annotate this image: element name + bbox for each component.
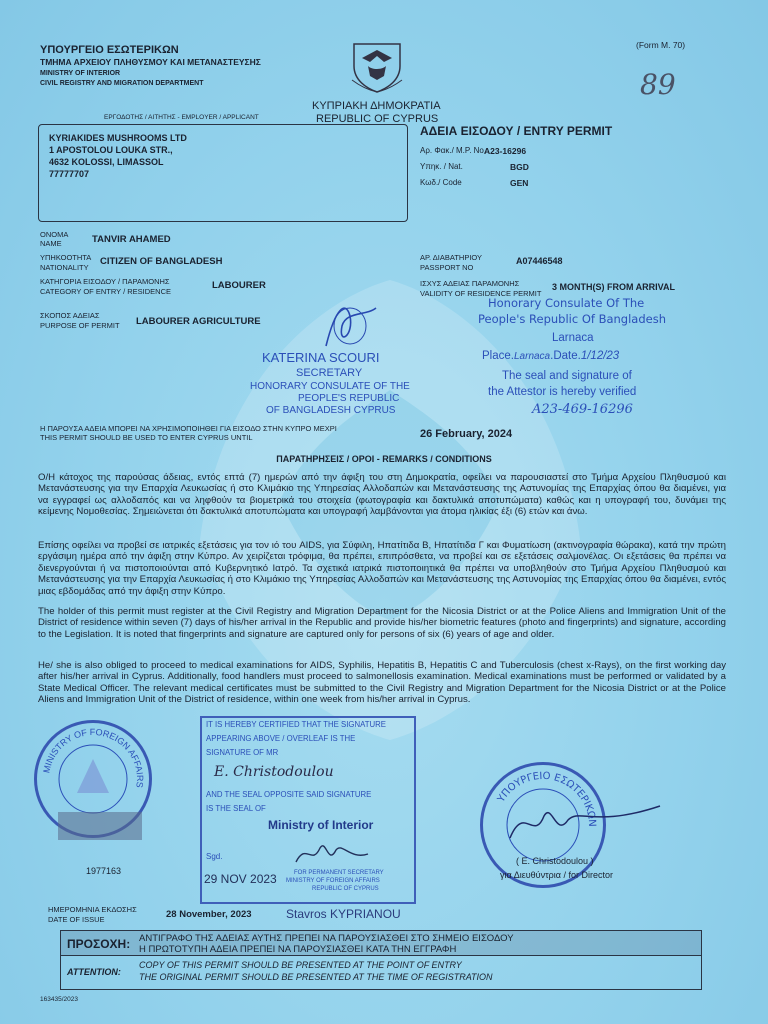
code-value: GEN — [510, 178, 529, 188]
attention-box — [60, 930, 702, 990]
certify-line-4: AND THE SEAL OPPOSITE SAID SIGNATURE — [206, 790, 372, 799]
verify-line-4: The seal and signature of — [502, 370, 632, 382]
nationality-label-en: NATIONALITY — [40, 263, 89, 272]
seal-number: 1977163 — [86, 866, 122, 876]
verify-place-date: Place.Larnaca.Date.1/12/23 — [482, 350, 620, 362]
ministry-title-en: MINISTRY OF INTERIOR — [40, 70, 121, 77]
employer-line-1: KYRIAKIDES MUSHROOMS LTD — [49, 133, 187, 143]
entry-until-date: 26 February, 2024 — [420, 428, 513, 440]
department-title-gr: ΤΜΗΜΑ ΑΡΧΕΙΟΥ ΠΛΗΘΥΣΜΟΥ ΚΑΙ ΜΕΤΑΝΑΣΤΕΥΣΗΣ — [40, 57, 261, 67]
nationality-value: CITIZEN OF BANGLADESH — [100, 256, 223, 267]
passport-label-gr: ΑΡ. ΔΙΑΒΑΤΗΡΙΟΥ — [420, 253, 483, 262]
form-number: (Form M. 70) — [636, 40, 686, 50]
certify-date: 29 NOV 2023 — [204, 872, 277, 886]
certify-footer-2: MINISTRY OF FOREIGN AFFAIRS — [286, 878, 380, 884]
entry-until-gr: Η ΠΑΡΟΥΣΑ ΑΔΕΙΑ ΜΠΟΡΕΙ ΝΑ ΧΡΗΣΙΜΟΠΟΙΗΘΕΙ ΓΙΑ ΕΙΣΟΔΟ ΣΤΗΝ ΚΥΠΡΟ ΜΕΧΡΙ — [40, 424, 337, 433]
category-label-en: CATEGORY OF ENTRY / RESIDENCE — [40, 287, 172, 296]
category-value: LABOURER — [212, 280, 266, 291]
remarks-heading: ΠΑΡΑΤΗΡΗΣΕΙΣ / ΟΡΟΙ - REMARKS / CONDITIONS — [276, 454, 492, 464]
consulate-signature-icon — [316, 296, 386, 356]
nationality-code-value: BGD — [510, 162, 529, 172]
certify-sgd: Sgd. — [206, 852, 223, 861]
entry-until-en: THIS PERMIT SHOULD BE USED TO ENTER CYPRUS UNTIL — [40, 433, 253, 442]
remarks-paragraph-2: Επίσης οφείλει να προβεί σε ιατρικές εξετάσεις για τον ιό του AIDS, για Σύφιλη, Ηπατίτιδα Β, Ηπατίτιδα Γ και Φυματίωση (ακτινογραφία θώρακα), κατά την πρώτη εργάσιμη ημέρα από την άφιξη στην Κύπρο. Αν χειρίζεται τρόφιμα, θα πρέπει, επιπρόσθετα, να προβεί και σε εξετάσεις σαλμονέλας. Οι εξετάσεις θα πρέπει να διενεργούνται ή να πιστοποιούνται από Κυβερνητικό Ιατρό. Τα σχετικά ιατρικά πιστοποιητικά θα πρέπει να υποβληθούν στο Τμήμα Αρχείου Πληθυσμού και Μετανάστευσης για την Επαρχία Λευκωσίας ή στο Κλιμάκιο της Υπηρεσίας Αλλοδαπών και Μετανάστευσης της Αστυνομίας της Επαρχίας όπου θα διαμένει, εντός μιας εβδομάδας από την άφιξη στην Κύπρο. — [38, 540, 726, 597]
certify-footer-3: REPUBLIC OF CYPRUS — [312, 886, 379, 892]
attention-en-line-1: COPY OF THIS PERMIT SHOULD BE PRESENTED AT THE POINT OF ENTRY — [139, 960, 462, 970]
verify-line-3: Larnaca — [552, 332, 594, 344]
certify-line-5: IS THE SEAL OF — [206, 804, 266, 813]
issue-signer: Stavros KYPRIANOU — [286, 907, 401, 921]
nationality-code-label: Υπηκ. / Nat. — [420, 162, 463, 171]
verify-line-5: the Attestor is hereby verified — [488, 386, 637, 398]
remarks-paragraph-4: He/ she is also obliged to proceed to medical examinations for AIDS, Syphilis, Hepatitis B, Hepatitis C and Tuberculosis (chest x-Rays), on the first working day after his/her arrival in Cyprus. Additionally, food handlers must proceed to salmonellosis examination. Medical examinations must be performed or validated by a State Medical Officer. The relevant medical certificates must be submitted to the Civil Registry and Migration Department for the Nicosia District or at the Police Aliens and Immigration Unit of the District of residence, within one week from his/her arrival in Cyprus. — [38, 660, 726, 706]
code-label: Κωδ./ Code — [420, 178, 462, 187]
cyprus-emblem-icon — [348, 36, 406, 94]
consulate-stamp-role: SECRETARY — [296, 367, 363, 379]
issue-label-gr: ΗΜΕΡΟΜΗΝΙΑ ΕΚΔΟΣΗΣ — [48, 905, 137, 914]
purpose-label-en: PURPOSE OF PERMIT — [40, 321, 120, 330]
employer-label: ΕΡΓΟΔΟΤΗΣ / ΑΙΤΗΤΗΣ - EMPLOYER / APPLICANT — [104, 114, 259, 121]
certification-stamp — [200, 716, 416, 904]
passport-label-en: PASSPORT NO — [420, 263, 474, 272]
certify-footer-1: FOR PERMANENT SECRETARY — [294, 870, 384, 876]
name-label-gr: ΟΝΟΜΑ — [40, 230, 69, 239]
employer-line-4: 77777707 — [49, 169, 90, 179]
mp-value: A23-16296 — [484, 146, 527, 156]
verify-line-2: People's Republic Of Bangladesh — [478, 312, 666, 326]
validity-value: 3 MONTH(S) FROM ARRIVAL — [552, 282, 675, 292]
certify-line-2: APPEARING ABOVE / OVERLEAF IS THE — [206, 734, 356, 743]
certify-signature-icon — [292, 836, 372, 870]
verify-date-value: 1/12/23 — [580, 350, 620, 362]
verify-reference: A23-469-16296 — [532, 402, 633, 417]
verify-line-1: Honorary Consulate Of The — [488, 296, 645, 310]
director-role: για Διευθύντρια / for Director — [500, 870, 613, 880]
attention-label-en: ATTENTION: — [67, 967, 121, 977]
verify-place-label: Place — [482, 350, 511, 362]
verify-place-value: Larnaca — [513, 351, 551, 362]
attention-en-line-2: THE ORIGINAL PERMIT SHOULD BE PRESENTED AT THE TIME OF REGISTRATION — [139, 972, 493, 982]
certify-signature-name: E. Christodoulou — [214, 764, 334, 780]
consulate-stamp-line-1: HONORARY CONSULATE OF THE — [250, 381, 410, 392]
mp-label: Αρ. Φακ./ M.P. No. — [420, 146, 487, 155]
employer-box — [38, 124, 408, 222]
remarks-paragraph-1: Ο/Η κάτοχος της παρούσας άδειας, εντός επτά (7) ημερών από την άφιξη του στη Δημοκρατία, οφείλει να παρουσιαστεί στο Τμήμα Αρχείου Πληθυσμού και Μετανάστευσης για την Επαρχία Λευκωσίας ή στο Κλιμάκιο της Υπηρεσίας Αλλοδαπών και Μετανάστευσης της Αστυνομίας της Επαρχίας όπου θα διαμένει, για να εγγραφεί ως αλλοδαπός και να ληφθούν τα βιομετρικά του στοιχεία (φωτογραφία και δακτυλικά αποτυπώματα) καθώς και η υπογραφή του, δυνάμει της κείμενης Νομοθεσίας. Σημειώνεται ότι δακτυλικά αποτυπώματα και υπογραφή λαμβάνονται για άτομα ηλικίας έξι (6) ετών και άνω. — [38, 472, 726, 518]
certify-line-3: SIGNATURE OF MR — [206, 748, 279, 757]
remarks-paragraph-3: The holder of this permit must register at the Civil Registry and Migration Department for the Nicosia District or at the Police Aliens and Immigration Unit of the District of residence within seven (7) days of his/her arrival in the Republic and provide his/her biometric features (photo and fingerprints) and signature, according to the Legislation. It is noted that fingerprints and signature are captured only for persons of six (6) years of age and older. — [38, 606, 726, 640]
ministry-title-gr: ΥΠΟΥΡΓΕΙΟ ΕΣΩΤΕΡΙΚΩΝ — [40, 44, 179, 56]
purpose-label-gr: ΣΚΟΠΟΣ ΑΔΕΙΑΣ — [40, 311, 100, 320]
purpose-value: LABOURER AGRICULTURE — [136, 316, 261, 327]
category-label-gr: ΚΑΤΗΓΟΡΙΑ ΕΙΣΟΔΟΥ / ΠΑΡΑΜΟΝΗΣ — [40, 277, 170, 286]
consulate-stamp-name: KATERINA SCOURI — [262, 350, 380, 365]
attention-gr-line-2: Η ΠΡΩΤΟΤΥΠΗ ΑΔΕΙΑ ΠΡΕΠΕΙ ΝΑ ΠΑΡΟΥΣΙΑΣΘΕΙ ΚΑΤΑ ΤΗΝ ΕΓΓΡΑΦΗ — [139, 944, 457, 955]
validity-label-gr: ΙΣΧΥΣ ΑΔΕΙΑΣ ΠΑΡΑΜΟΝΗΣ — [420, 279, 520, 288]
validity-label-en: VALIDITY OF RESIDENCE PERMIT — [420, 289, 542, 298]
svg-text:MINISTRY OF FOREIGN AFFAIRS: MINISTRY OF FOREIGN AFFAIRS — [41, 726, 146, 789]
attention-gr-line-1: ΑΝΤΙΓΡΑΦΟ ΤΗΣ ΑΔΕΙΑΣ ΑΥΤΗΣ ΠΡΕΠΕΙ ΝΑ ΠΑΡΟΥΣΙΑΣΘΕΙ ΣΤΟ ΣΗΜΕΙΟ ΕΙΣΟΔΟΥ — [139, 933, 514, 944]
issue-label-en: DATE OF ISSUE — [48, 915, 105, 924]
footer-code: 163435/2023 — [40, 996, 78, 1003]
certify-ministry: Ministry of Interior — [268, 818, 374, 832]
revenue-stamp — [58, 812, 142, 840]
issue-date: 28 November, 2023 — [166, 909, 252, 920]
name-value: TANVIR AHAMED — [92, 234, 171, 245]
permit-title: ΑΔΕΙΑ ΕΙΣΟΔΟΥ / ENTRY PERMIT — [420, 124, 613, 138]
director-name: ( E. Christodoulou ) — [516, 856, 594, 866]
director-signature-icon — [504, 798, 664, 848]
republic-gr: ΚΥΠΡΙΑΚΗ ΔΗΜΟΚΡΑΤΙΑ — [312, 100, 441, 112]
passport-value: A07446548 — [516, 256, 563, 266]
verify-date-label: Date — [553, 350, 578, 362]
consulate-stamp-line-2: PEOPLE'S REPUBLIC — [298, 393, 400, 404]
employer-line-2: 1 APOSTOLOU LOUKA STR., — [49, 145, 173, 155]
certify-line-1: IT IS HEREBY CERTIFIED THAT THE SIGNATURE — [206, 720, 386, 729]
nationality-label-gr: ΥΠΗΚΟΟΤΗΤΑ — [40, 253, 92, 262]
employer-line-3: 4632 KOLOSSI, LIMASSOL — [49, 157, 164, 167]
consulate-stamp-line-3: OF BANGLADESH CYPRUS — [266, 405, 396, 416]
handwritten-number: 89 — [640, 68, 676, 101]
svg-text:ΥΠΟΥΡΓΕΙΟ ΕΣΩΤΕΡΙΚΩΝ: ΥΠΟΥΡΓΕΙΟ ΕΣΩΤΕΡΙΚΩΝ — [495, 770, 598, 827]
republic-en: REPUBLIC OF CYPRUS — [316, 113, 439, 125]
name-label-en: NAME — [40, 239, 62, 248]
department-title-en: CIVIL REGISTRY AND MIGRATION DEPARTMENT — [40, 80, 204, 87]
attention-label-gr: ΠΡΟΣΟΧΗ: — [67, 937, 131, 951]
